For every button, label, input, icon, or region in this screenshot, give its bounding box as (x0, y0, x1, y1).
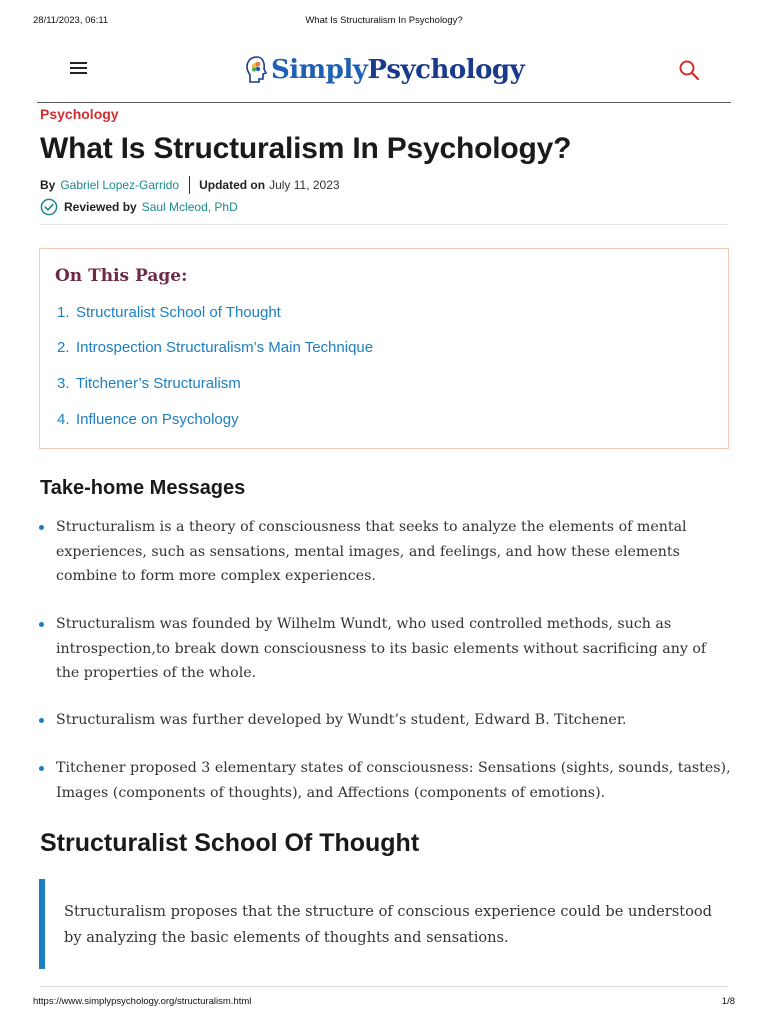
take-home-heading: Take-home Messages (40, 477, 246, 499)
logo-text-simply: Simply (271, 55, 368, 85)
print-datetime: 28/11/2023, 06:11 (33, 15, 109, 26)
reviewed-by (40, 198, 238, 216)
hamburger-menu-icon[interactable] (69, 60, 89, 76)
list-item: Titchener proposed 3 elementary states of consciousness: Sensations (sights, sounds, tastes), Images (components of thoughts), and Affections (components of emotions). (56, 756, 731, 805)
page-title: What Is Structuralism In Psychology? (40, 132, 572, 165)
print-url: https://www.simplypsychology.org/structuralism.html (33, 996, 252, 1007)
toc-title: On This Page: (55, 266, 188, 286)
toc-item-number: 4. (57, 411, 70, 428)
toc-item-number: 3. (57, 375, 70, 392)
logo-wordmark (271, 57, 524, 83)
toc-item-number: 1. (57, 304, 70, 321)
toc-item[interactable] (57, 375, 241, 392)
head-brain-logo-icon (245, 55, 269, 85)
by-label: By (40, 178, 56, 192)
toc-item-link[interactable]: Influence on Psychology (76, 411, 239, 428)
list-item: Structuralism was founded by Wilhelm Wundt, who used controlled methods, such as introspection,to break down consciousness to its basic elements without sacrificing any of the properties of the whole. (56, 612, 731, 686)
toc-item[interactable] (57, 411, 239, 428)
header-divider (40, 224, 728, 225)
reviewer-link[interactable]: Saul Mcleod, PhD (141, 200, 238, 214)
updated-date: July 11, 2023 (269, 178, 340, 192)
search-icon[interactable] (677, 58, 701, 82)
author-link[interactable]: Gabriel Lopez-Garrido (60, 178, 180, 192)
list-item: Structuralism is a theory of consciousness that seeks to analyze the elements of mental experiences, such as sensations, mental images, and feelings, and how these elements combine to form more complex experiences. (56, 515, 731, 589)
content-divider (40, 986, 728, 987)
table-of-contents (39, 248, 729, 449)
quote-text: Structuralism proposes that the structure of conscious experience could be understood by analyzing the basic elements of thoughts and sensations. (64, 903, 713, 946)
print-footer (0, 996, 768, 1010)
toc-item-number: 2. (57, 339, 70, 356)
category-link[interactable]: Psychology (40, 106, 119, 122)
logo-text-psychology: Psychology (367, 55, 525, 85)
reviewed-label: Reviewed by (64, 200, 137, 214)
print-header (0, 15, 768, 29)
highlight-quote (39, 879, 729, 969)
print-doc-title: What Is Structuralism In Psychology? (305, 15, 463, 26)
toc-item-link[interactable]: Introspection Structuralism’s Main Technique (76, 339, 374, 356)
list-item: Structuralism was further developed by Wundt’s student, Edward B. Titchener. (56, 708, 731, 733)
site-header (37, 48, 731, 103)
section-heading: Structuralist School Of Thought (40, 829, 420, 857)
verified-check-icon (40, 198, 58, 216)
byline-divider (189, 176, 190, 194)
print-page-number: 1/8 (721, 996, 735, 1007)
byline (40, 175, 340, 195)
toc-item[interactable] (57, 339, 373, 356)
site-logo[interactable] (245, 52, 524, 88)
updated-label: Updated on (199, 178, 266, 192)
toc-item-link[interactable]: Titchener’s Structuralism (76, 375, 241, 392)
toc-item-link[interactable]: Structuralist School of Thought (76, 304, 281, 321)
toc-item[interactable] (57, 304, 281, 321)
